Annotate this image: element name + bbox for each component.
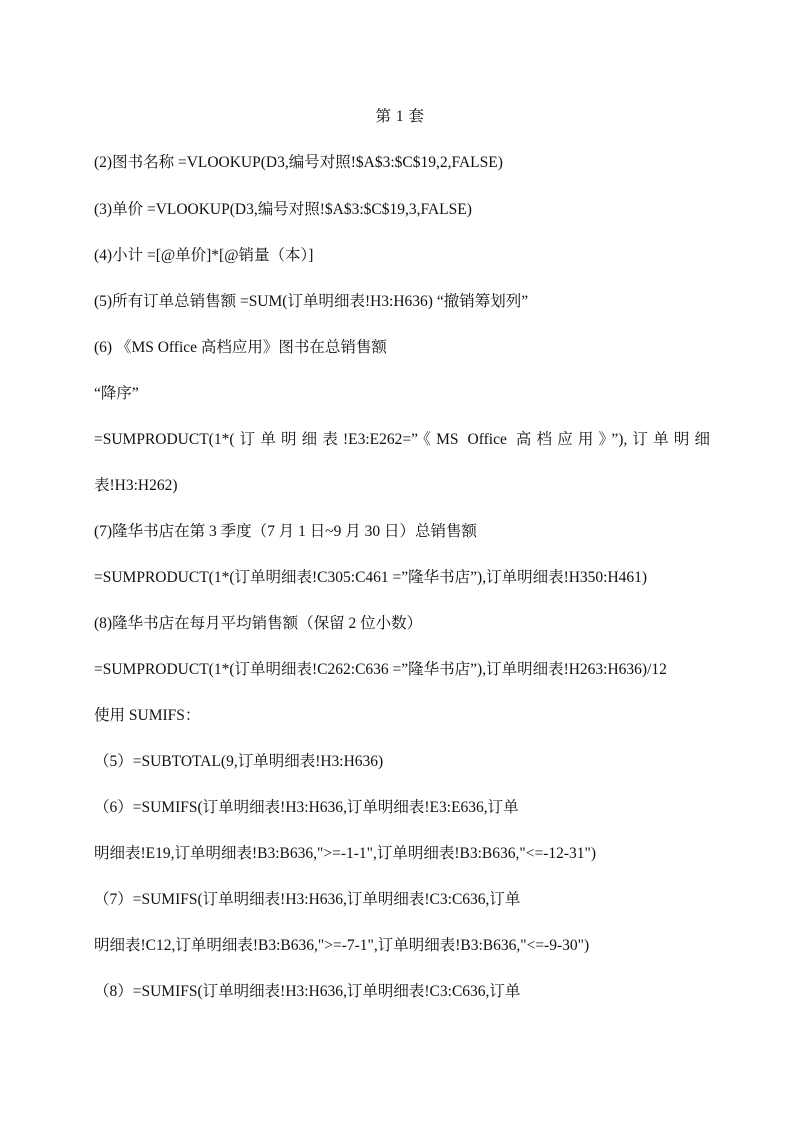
page-title: 第 1 套 [375, 108, 425, 125]
text-line: (3)单价 =VLOOKUP(D3,编号对照!$A$3:$C$19,3,FALSE) [94, 201, 472, 218]
text-line: =SUMPRODUCT(1*(订单明细表!C262:C636 =”隆华书店”),订单明细表!H263:H636)/12 [94, 661, 667, 678]
text-line: （7）=SUMIFS(订单明细表!H3:H636,订单明细表!C3:C636,订单 [94, 891, 521, 908]
text-line: =SUMPRODUCT(1*(订单明细表!C305:C461 =”隆华书店”),订单明细表!H350:H461) [94, 569, 648, 586]
text-line: 表!H3:H262) [94, 477, 178, 494]
text-line: =SUMPRODUCT(1*(订单明细表!E3:E262=”《MS Office 高档应用》”),订单明细 [94, 431, 710, 448]
text-line: (5)所有订单总销售额 =SUM(订单明细表!H3:H636) “撤销筹划列” [94, 293, 529, 310]
text-line: （6）=SUMIFS(订单明细表!H3:H636,订单明细表!E3:E636,订单 [94, 799, 519, 816]
text-line: (6) 《MS Office 高档应用》图书在总销售额 [94, 339, 387, 356]
text-line: “降序” [94, 385, 139, 402]
text-line: (8)隆华书店在每月平均销售额（保留 2 位小数） [94, 615, 423, 632]
text-line: (4)小计 =[@单价]*[@销量（本）] [94, 247, 314, 264]
text-line: (7)隆华书店在第 3 季度（7 月 1 日~9 月 30 日）总销售额 [94, 523, 477, 540]
text-line: （8）=SUMIFS(订单明细表!H3:H636,订单明细表!C3:C636,订单 [94, 983, 521, 1000]
text-line: 明细表!E19,订单明细表!B3:B636,">=-1-1",订单明细表!B3:B636,"<=-12-31") [94, 845, 597, 862]
text-line: 使用 SUMIFS： [94, 707, 201, 724]
text-line: (2)图书名称 =VLOOKUP(D3,编号对照!$A$3:$C$19,2,FALSE) [94, 154, 503, 171]
text-line: （5）=SUBTOTAL(9,订单明细表!H3:H636) [94, 753, 384, 770]
text-line: 明细表!C12,订单明细表!B3:B636,">=-7-1",订单明细表!B3:B636,"<=-9-30") [94, 937, 590, 954]
